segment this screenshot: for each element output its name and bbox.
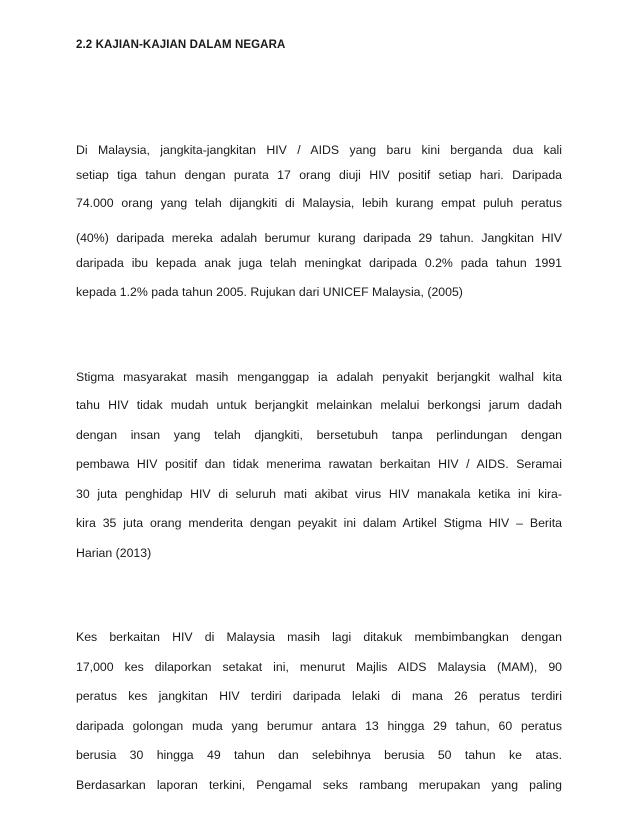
paragraph-line: peratus kes jangkitan HIV terdiri daripada lelaki di mana 26 peratus terdiri [76,689,562,703]
paragraph-line: daripada ibu kepada anak juga telah meningkat daripada 0.2% pada tahun 1991 [76,256,562,270]
paragraph-line: 17,000 kes dilaporkan setakat ini, menurut Majlis AIDS Malaysia (MAM), 90 [76,660,562,674]
paragraph-line: kepada 1.2% pada tahun 2005. Rujukan dari UNICEF Malaysia, (2005) [76,285,463,299]
paragraph-line: Harian (2013) [76,546,152,560]
paragraph-line: kira 35 juta orang menderita dengan peyakit ini dalam Artikel Stigma HIV – Berita [76,516,562,530]
paragraph-line: (40%) daripada mereka adalah berumur kurang daripada 29 tahun. Jangkitan HIV [76,231,562,245]
section-heading: 2.2 KAJIAN-KAJIAN DALAM NEGARA [76,39,286,51]
paragraph-line: tahu HIV tidak mudah untuk berjangkit melainkan melalui berkongsi jarum dadah [76,398,562,412]
paragraph-line: setiap tiga tahun dengan purata 17 orang diuji HIV positif setiap hari. Daripada [76,168,562,182]
paragraph-line: Stigma masyarakat masih menganggap ia adalah penyakit berjangkit walhal kita [76,370,562,384]
paragraph-line: Berdasarkan laporan terkini, Pengamal seks rambang merupakan yang paling [76,778,562,792]
paragraph-line: 30 juta penghidap HIV di seluruh mati akibat virus HIV manakala ketika ini kira- [76,487,562,501]
paragraph-line: Kes berkaitan HIV di Malaysia masih lagi ditakuk membimbangkan dengan [76,630,562,644]
paragraph-line: Di Malaysia, jangkita-jangkitan HIV / AIDS yang baru kini berganda dua kali [76,143,562,157]
paragraph-line: pembawa HIV positif dan tidak menerima rawatan berkaitan HIV / AIDS. Seramai [76,457,562,471]
paragraph-line: berusia 30 hingga 49 tahun dan selebihnya berusia 50 tahun ke atas. [76,748,562,762]
paragraph-line: daripada golongan muda yang berumur antara 13 hingga 29 tahun, 60 peratus [76,719,562,733]
paragraph-line: 74.000 orang yang telah dijangkiti di Malaysia, lebih kurang empat puluh peratus [76,196,562,210]
paragraph-line: dengan insan yang telah djangkiti, bersetubuh tanpa perlindungan dengan [76,428,562,442]
